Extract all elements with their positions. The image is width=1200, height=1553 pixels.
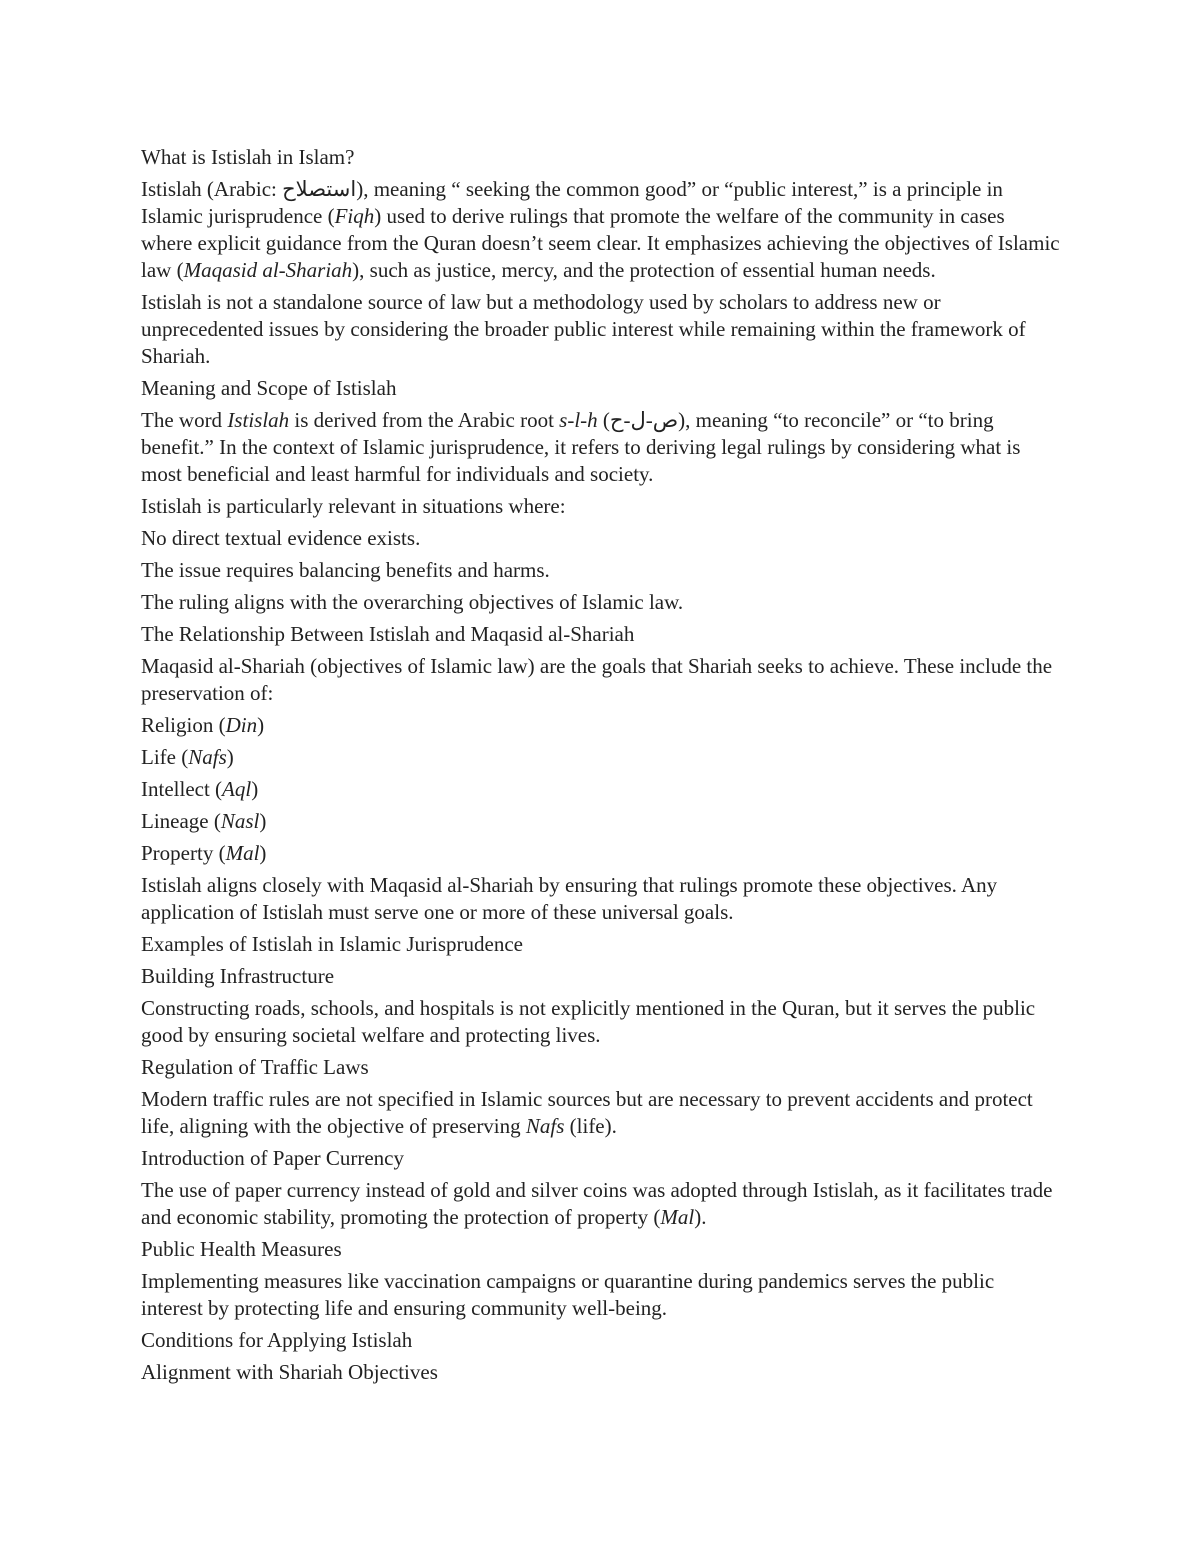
paragraph <box>141 744 1061 771</box>
text-run: ( <box>597 408 610 432</box>
paragraph <box>141 493 1061 520</box>
paragraph <box>141 995 1061 1049</box>
paragraph <box>141 808 1061 835</box>
text-run: The issue requires balancing benefits and harms. <box>141 558 550 582</box>
text-run: What is Istislah in Islam? <box>141 145 355 169</box>
text-run: ) <box>257 713 265 737</box>
text-run: ), meaning “ seeking the common good” or “public interest,” is a principle in Islamic jurisprudence ( <box>141 177 1003 228</box>
text-run: No direct textual evidence exists. <box>141 526 421 550</box>
text-run: ), such as justice, mercy, and the protection of essential human needs. <box>352 258 936 282</box>
text-run: ) <box>259 841 267 865</box>
text-run: The Relationship Between Istislah and Maqasid al-Shariah <box>141 622 635 646</box>
paragraph <box>141 712 1061 739</box>
arabic-term: استصلاح <box>282 177 357 201</box>
text-run: ) used to derive rulings that promote the welfare of the community in cases where explicit guidance from the Quran doesn’t seem clear. It emphasizes achieving the objectives of Islamic law ( <box>141 204 1060 282</box>
text-run: Examples of Istislah in Islamic Jurisprudence <box>141 932 523 956</box>
italic-term: Mal <box>660 1205 695 1229</box>
text-run: Property ( <box>141 841 226 865</box>
text-run: (life). <box>564 1114 617 1138</box>
paragraph <box>141 1236 1061 1263</box>
text-run: Building Infrastructure <box>141 964 335 988</box>
italic-term: Fiqh <box>334 204 375 228</box>
text-run: ) <box>251 777 259 801</box>
paragraph <box>141 1086 1061 1140</box>
text-run: ), meaning “to reconcile” or “to bring benefit.” In the context of Islamic jurisprudence, it refers to deriving legal rulings by considering what is most beneficial and least harmful for individuals and society. <box>141 408 1021 486</box>
text-run: The ruling aligns with the overarching objectives of Islamic law. <box>141 590 684 614</box>
paragraph <box>141 289 1061 370</box>
paragraph <box>141 963 1061 990</box>
text-run: Religion ( <box>141 713 226 737</box>
text-run: ) <box>226 745 234 769</box>
paragraph <box>141 1359 1061 1386</box>
italic-term: Maqasid al-Shariah <box>183 258 353 282</box>
paragraph <box>141 176 1061 284</box>
paragraph <box>141 1145 1061 1172</box>
italic-term: Din <box>225 713 258 737</box>
text-run: Maqasid al-Shariah (objectives of Islamic law) are the goals that Shariah seeks to achieve. These include the preservation of: <box>141 654 1053 705</box>
text-run: The use of paper currency instead of gold and silver coins was adopted through Istislah, as it facilitates trade and economic stability, promoting the protection of property ( <box>141 1178 1053 1229</box>
paragraph <box>141 525 1061 552</box>
text-run: Istislah is not a standalone source of law but a methodology used by scholars to address new or unprecedented issues by considering the broader public interest while remaining within the framework of Shariah. <box>141 290 1026 368</box>
text-run: is derived from the Arabic root <box>289 408 560 432</box>
italic-term: Aql <box>222 777 252 801</box>
text-run: Constructing roads, schools, and hospitals is not explicitly mentioned in the Quran, but it serves the public good by ensuring societal welfare and protecting lives. <box>141 996 1036 1047</box>
paragraph <box>141 375 1061 402</box>
text-run: Meaning and Scope of Istislah <box>141 376 397 400</box>
document-page <box>141 144 1061 1391</box>
text-run: Life ( <box>141 745 189 769</box>
text-run: Public Health Measures <box>141 1237 342 1261</box>
text-run: Intellect ( <box>141 777 223 801</box>
paragraph <box>141 1327 1061 1354</box>
italic-term: Nafs <box>525 1114 565 1138</box>
paragraph <box>141 589 1061 616</box>
text-run: ). <box>694 1205 707 1229</box>
text-run: Istislah is particularly relevant in situations where: <box>141 494 566 518</box>
text-run: Introduction of Paper Currency <box>141 1146 405 1170</box>
arabic-term: ص-ل-ح <box>609 408 679 432</box>
paragraph <box>141 407 1061 488</box>
paragraph <box>141 776 1061 803</box>
paragraph <box>141 653 1061 707</box>
text-run: Modern traffic rules are not specified in Islamic sources but are necessary to prevent accidents and protect life, aligning with the objective of preserving <box>141 1087 1033 1138</box>
paragraph <box>141 621 1061 648</box>
paragraph <box>141 931 1061 958</box>
text-run: Alignment with Shariah Objectives <box>141 1360 438 1384</box>
paragraph <box>141 1177 1061 1231</box>
text-run: Implementing measures like vaccination campaigns or quarantine during pandemics serves the public interest by protecting life and ensuring community well-being. <box>141 1269 995 1320</box>
text-run: The word <box>141 408 228 432</box>
paragraph <box>141 840 1061 867</box>
paragraph <box>141 872 1061 926</box>
italic-term: Nasl <box>220 809 260 833</box>
paragraph <box>141 1054 1061 1081</box>
italic-term: Mal <box>225 841 260 865</box>
italic-term: s-l-h <box>559 408 598 432</box>
text-run: Lineage ( <box>141 809 221 833</box>
text-run: Istislah aligns closely with Maqasid al-Shariah by ensuring that rulings promote these objectives. Any application of Istislah must serve one or more of these universal goals. <box>141 873 998 924</box>
italic-term: Istislah <box>227 408 290 432</box>
text-run: Istislah (Arabic: <box>141 177 283 201</box>
text-run: Regulation of Traffic Laws <box>141 1055 369 1079</box>
text-run: Conditions for Applying Istislah <box>141 1328 413 1352</box>
paragraph <box>141 557 1061 584</box>
text-run: ) <box>259 809 267 833</box>
paragraph <box>141 144 1061 171</box>
italic-term: Nafs <box>188 745 227 769</box>
paragraph <box>141 1268 1061 1322</box>
